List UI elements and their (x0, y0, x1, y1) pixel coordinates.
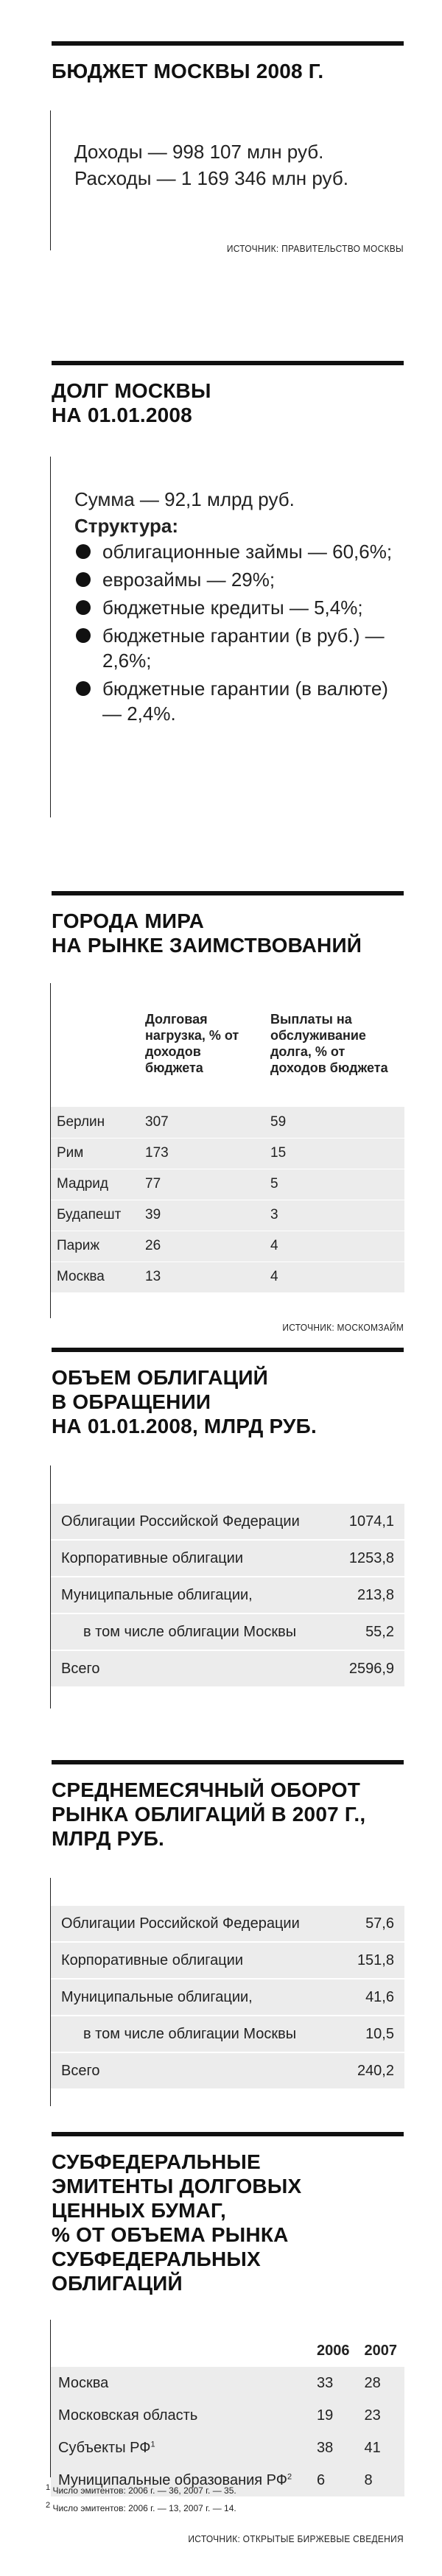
debt-sum: Сумма — 92,1 млрд руб. (74, 488, 295, 510)
cities-table (51, 1011, 404, 1293)
bullet-icon (76, 628, 91, 643)
table-header (51, 2334, 404, 2367)
bullet-icon (76, 572, 91, 587)
section-title: БЮДЖЕТ МОСКВЫ 2008 Г. (52, 60, 324, 82)
column-header: 2007 (364, 2342, 397, 2359)
column-header: Выплаты на обслуживание долга, % от доходов бюджета (270, 1012, 388, 1075)
section-title: ОБЪЕМ ОБЛИГАЦИЙ В ОБРАЩЕНИИ НА 01.01.2008, МЛРД РУБ. (52, 1366, 317, 1437)
section-title: ДОЛГ МОСКВЫ НА 01.01.2008 (52, 379, 211, 426)
section-title: СРЕДНЕМЕСЯЧНЫЙ ОБОРОТ РЫНКА ОБЛИГАЦИЙ В 2007 Г., МЛРД РУБ. (52, 1778, 366, 1850)
table-row: в том числе облигации Москвы 55,2 (51, 1614, 404, 1651)
section-title: ГОРОДА МИРА НА РЫНКЕ ЗАИМСТВОВАНИЙ (52, 909, 362, 957)
table-row: Москва 33 28 (51, 2367, 404, 2399)
list-item: бюджетные гарантии (в валюте) — 2,4%. (74, 676, 400, 726)
bonds-volume-section (52, 1348, 404, 1438)
cities-table-box (50, 983, 404, 1318)
table-row: Всего 2596,9 (51, 1651, 404, 1688)
bonds-volume-box (50, 1465, 404, 1708)
section-rule (52, 41, 404, 46)
debt-structure-label: Структура: (74, 515, 179, 537)
bullet-icon (76, 681, 91, 696)
subfederal-table (51, 2334, 404, 2496)
bullet-icon (76, 600, 91, 615)
source-note: ИСТОЧНИК: ОТКРЫТЫЕ БИРЖЕВЫЕ СВЕДЕНИЯ (188, 2533, 404, 2544)
table-row: Муниципальные облигации, 41,6 (51, 1979, 404, 2016)
budget-section (52, 41, 404, 83)
section-rule (52, 1348, 404, 1352)
list-item: облигационные займы — 60,6%; (74, 539, 400, 564)
table-row: Муниципальные образования $РФ^2$ 6 8 (51, 2464, 404, 2496)
bonds-volume-table (51, 1504, 404, 1688)
table-row: Рим 173 15 (51, 1138, 404, 1169)
table-row: Будапешт 39 3 (51, 1200, 404, 1231)
section-rule (52, 1760, 404, 1764)
table-row: Берлин 307 59 (51, 1107, 404, 1138)
table-row: Мадрид 77 5 (51, 1169, 404, 1200)
section-rule (52, 891, 404, 895)
column-header: 2006 (317, 2342, 350, 2359)
list-item: еврозаймы — 29%; (74, 567, 400, 592)
list-item: бюджетные кредиты — 5,4%; (74, 595, 400, 620)
bonds-turnover-table (51, 1906, 404, 2090)
table-row: в том числе облигации Москвы 10,5 (51, 2016, 404, 2053)
section-title: СУБФЕДЕРАЛЬНЫЕ ЭМИТЕНТЫ ДОЛГОВЫХ ЦЕННЫХ БУМАГ, % ОТ ОБЪЕМА РЫНКА СУБФЕДЕРАЛЬНЫХ ОБЛИГАЦИЙ (52, 2150, 302, 2295)
debt-structure-list (74, 539, 400, 726)
table-row: Облигации Российской Федерации 1074,1 (51, 1504, 404, 1541)
subfederal-table-box (50, 2320, 404, 2488)
bonds-turnover-section (52, 1760, 404, 1851)
table-row: Московская область 19 23 (51, 2399, 404, 2432)
table-row: Корпоративные облигации 1253,8 (51, 1541, 404, 1577)
debt-box (50, 457, 404, 817)
bullet-icon (76, 544, 91, 559)
budget-income: Доходы — 998 107 млн руб. (74, 141, 324, 163)
table-row: Москва 13 4 (51, 1261, 404, 1292)
table-row: Париж 26 4 (51, 1231, 404, 1261)
table-header (51, 1011, 404, 1107)
budget-box (50, 110, 404, 250)
footnote-1: $^1$ Число эмитентов: 2006 г. — 36, 2007 г. — 35. (46, 2483, 236, 2496)
cities-section (52, 891, 404, 957)
section-rule (52, 361, 404, 365)
table-row: Облигации Российской Федерации 57,6 (51, 1906, 404, 1943)
debt-section (52, 361, 404, 427)
subfederal-section (52, 2132, 404, 2295)
table-row: Всего 240,2 (51, 2053, 404, 2090)
table-row: Корпоративные облигации 151,8 (51, 1943, 404, 1979)
table-row: Субъекты $РФ^1$ 38 41 (51, 2432, 404, 2464)
budget-expense: Расходы — 1 169 346 млн руб. (74, 167, 348, 189)
source-note: ИСТОЧНИК: МОСКОМЗАЙМ (282, 1322, 404, 1333)
list-item: бюджетные гарантии (в руб.) — 2,6%; (74, 623, 400, 673)
bonds-turnover-box (50, 1878, 404, 2106)
column-header: Долговая нагрузка, % от доходов бюджета (145, 1012, 239, 1075)
table-row: Муниципальные облигации, 213,8 (51, 1577, 404, 1614)
footnote-2: $^2$ Число эмитентов: 2006 г. — 13, 2007 г. — 14. (46, 2501, 236, 2513)
source-note: ИСТОЧНИК: ПРАВИТЕЛЬСТВО МОСКВЫ (227, 243, 404, 254)
section-rule (52, 2132, 404, 2136)
